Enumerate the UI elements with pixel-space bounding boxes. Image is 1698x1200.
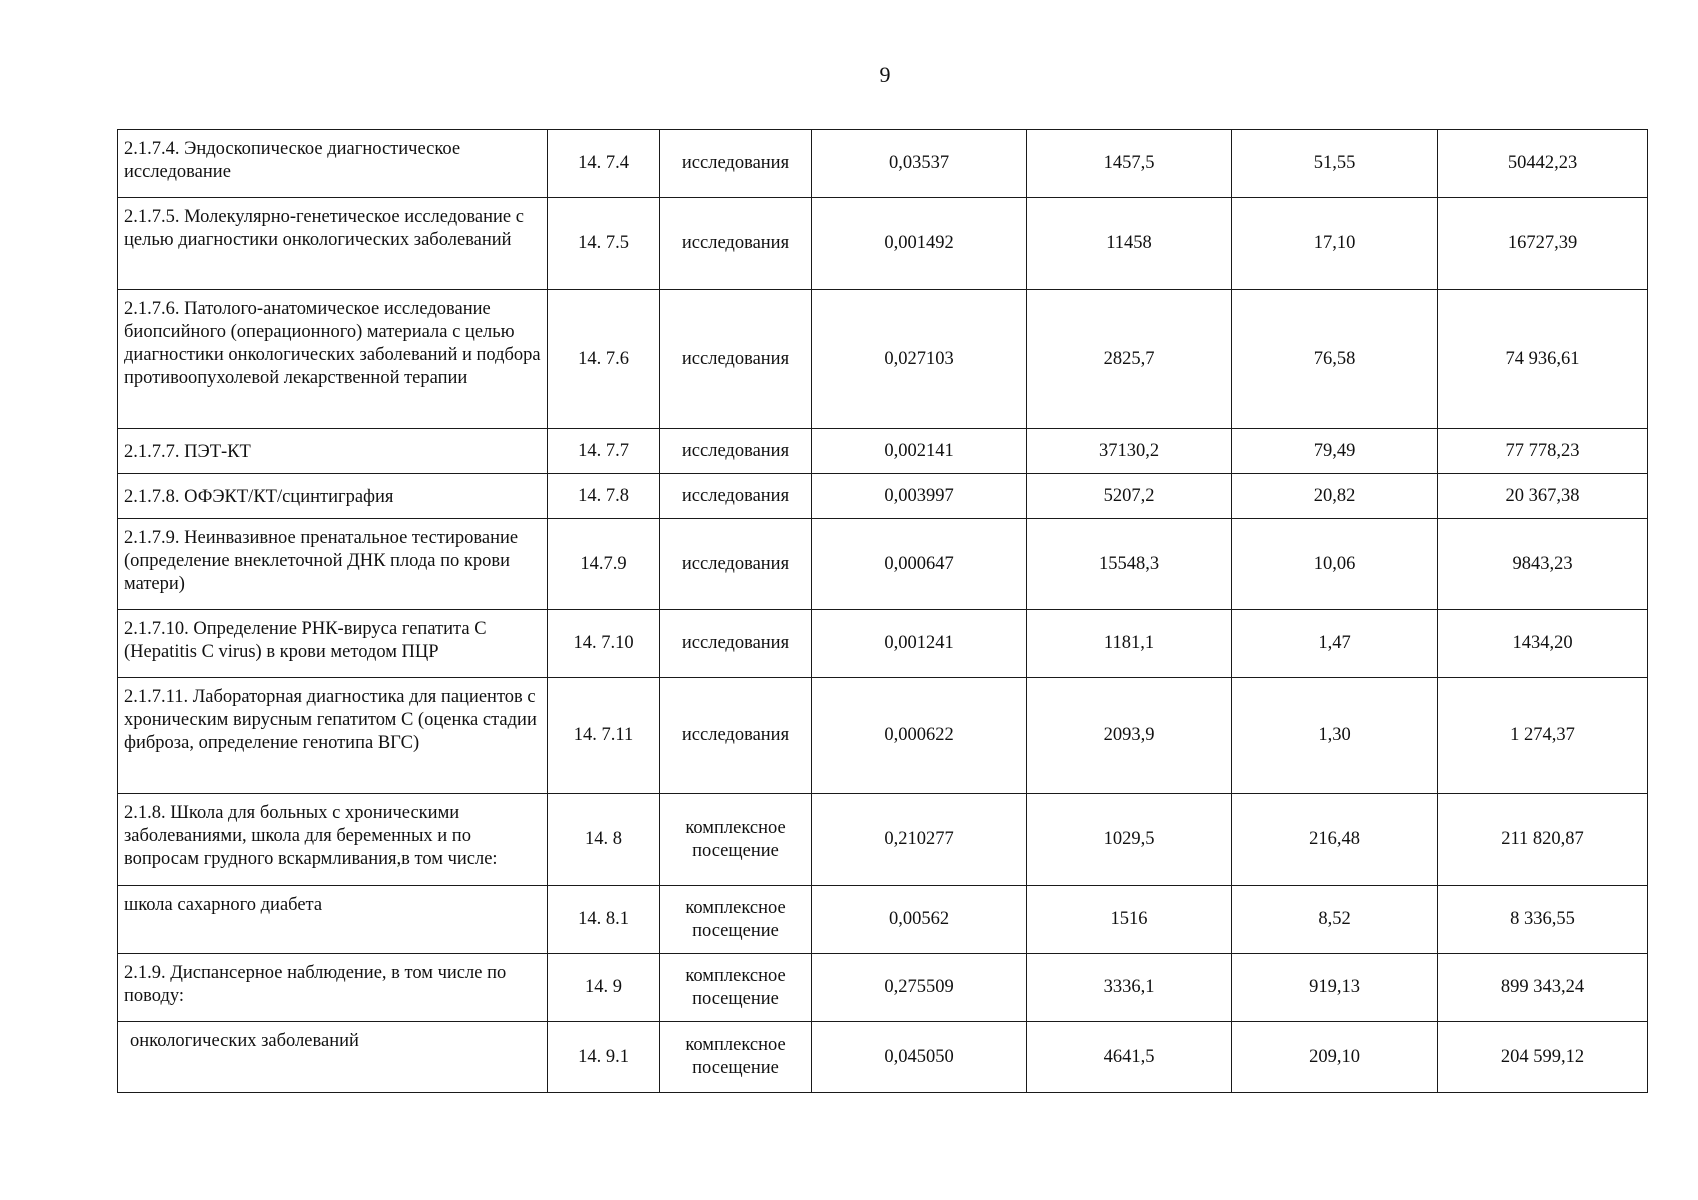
service-name-cell: 2.1.7.8. ОФЭКТ/КТ/сцинтиграфия (118, 474, 548, 519)
total-cell: 9843,23 (1438, 519, 1648, 610)
norm-cell: 0,03537 (812, 130, 1027, 198)
code-cell: 14. 7.7 (548, 429, 660, 474)
code-cell: 14. 8 (548, 794, 660, 886)
unit-cell: исследования (660, 678, 812, 794)
code-cell: 14. 7.10 (548, 610, 660, 678)
unit-cell: исследования (660, 198, 812, 290)
per-capita-cell: 51,55 (1232, 130, 1438, 198)
total-cell: 204 599,12 (1438, 1022, 1648, 1093)
service-name-cell: школа сахарного диабета (118, 886, 548, 954)
page-number: 9 (879, 62, 891, 87)
unit-cell: комплексное посещение (660, 886, 812, 954)
per-capita-cell: 10,06 (1232, 519, 1438, 610)
cost-cell: 1181,1 (1027, 610, 1232, 678)
cost-cell: 2825,7 (1027, 290, 1232, 429)
cost-cell: 5207,2 (1027, 474, 1232, 519)
table-row (118, 1022, 1648, 1093)
total-cell: 50442,23 (1438, 130, 1648, 198)
code-cell: 14. 9.1 (548, 1022, 660, 1093)
cost-cell: 1457,5 (1027, 130, 1232, 198)
total-cell: 899 343,24 (1438, 954, 1648, 1022)
per-capita-cell: 20,82 (1232, 474, 1438, 519)
per-capita-cell: 76,58 (1232, 290, 1438, 429)
norm-cell: 0,002141 (812, 429, 1027, 474)
code-cell: 14. 7.5 (548, 198, 660, 290)
unit-cell: исследования (660, 130, 812, 198)
norm-cell: 0,000622 (812, 678, 1027, 794)
total-cell: 16727,39 (1438, 198, 1648, 290)
total-cell: 20 367,38 (1438, 474, 1648, 519)
service-name-cell: 2.1.7.4. Эндоскопическое диагностическое исследование (118, 130, 548, 198)
norm-cell: 0,001241 (812, 610, 1027, 678)
norm-cell: 0,027103 (812, 290, 1027, 429)
norm-cell: 0,003997 (812, 474, 1027, 519)
per-capita-cell: 1,30 (1232, 678, 1438, 794)
per-capita-cell: 216,48 (1232, 794, 1438, 886)
unit-cell: исследования (660, 474, 812, 519)
cost-cell: 3336,1 (1027, 954, 1232, 1022)
norm-cell: 0,00562 (812, 886, 1027, 954)
table-row (118, 474, 1648, 519)
services-table (117, 129, 1648, 1093)
service-name-cell: 2.1.8. Школа для больных с хроническими заболеваниями, школа для беременных и по вопросам грудного вскармливания,в том числе: (118, 794, 548, 886)
per-capita-cell: 17,10 (1232, 198, 1438, 290)
service-name-cell: 2.1.7.11. Лабораторная диагностика для пациентов с хроническим вирусным гепатитом С (оценка стадии фиброза, определение генотипа ВГС) (118, 678, 548, 794)
unit-cell: исследования (660, 610, 812, 678)
total-cell: 8 336,55 (1438, 886, 1648, 954)
table-row (118, 519, 1648, 610)
service-name-cell: 2.1.7.7. ПЭТ-КТ (118, 429, 548, 474)
total-cell: 211 820,87 (1438, 794, 1648, 886)
per-capita-cell: 8,52 (1232, 886, 1438, 954)
code-cell: 14.7.9 (548, 519, 660, 610)
per-capita-cell: 1,47 (1232, 610, 1438, 678)
total-cell: 1434,20 (1438, 610, 1648, 678)
cost-cell: 4641,5 (1027, 1022, 1232, 1093)
total-cell: 1 274,37 (1438, 678, 1648, 794)
service-name-cell: 2.1.9. Диспансерное наблюдение, в том числе по поводу: (118, 954, 548, 1022)
code-cell: 14. 7.6 (548, 290, 660, 429)
table-row (118, 678, 1648, 794)
norm-cell: 0,275509 (812, 954, 1027, 1022)
table-row (118, 794, 1648, 886)
unit-cell: исследования (660, 519, 812, 610)
unit-cell: комплексное посещение (660, 1022, 812, 1093)
table-row (118, 429, 1648, 474)
norm-cell: 0,045050 (812, 1022, 1027, 1093)
cost-cell: 1029,5 (1027, 794, 1232, 886)
unit-cell: исследования (660, 290, 812, 429)
total-cell: 77 778,23 (1438, 429, 1648, 474)
table-row (118, 886, 1648, 954)
code-cell: 14. 7.4 (548, 130, 660, 198)
norm-cell: 0,210277 (812, 794, 1027, 886)
table-row (118, 610, 1648, 678)
code-cell: 14. 7.11 (548, 678, 660, 794)
per-capita-cell: 209,10 (1232, 1022, 1438, 1093)
cost-cell: 1516 (1027, 886, 1232, 954)
service-name-cell: 2.1.7.10. Определение РНК-вируса гепатита С (Hepatitis C virus) в крови методом ПЦР (118, 610, 548, 678)
total-cell: 74 936,61 (1438, 290, 1648, 429)
cost-cell: 37130,2 (1027, 429, 1232, 474)
service-name-cell: 2.1.7.5. Молекулярно-генетическое исследование с целью диагностики онкологических заболеваний (118, 198, 548, 290)
cost-cell: 15548,3 (1027, 519, 1232, 610)
service-name-cell: онкологических заболеваний (118, 1022, 548, 1093)
unit-cell: комплексное посещение (660, 794, 812, 886)
cost-cell: 11458 (1027, 198, 1232, 290)
per-capita-cell: 79,49 (1232, 429, 1438, 474)
code-cell: 14. 8.1 (548, 886, 660, 954)
code-cell: 14. 9 (548, 954, 660, 1022)
unit-cell: комплексное посещение (660, 954, 812, 1022)
table-row (118, 130, 1648, 198)
per-capita-cell: 919,13 (1232, 954, 1438, 1022)
table-row (118, 290, 1648, 429)
code-cell: 14. 7.8 (548, 474, 660, 519)
table-row (118, 198, 1648, 290)
service-name-cell: 2.1.7.9. Неинвазивное пренатальное тестирование (определение внеклеточной ДНК плода по крови матери) (118, 519, 548, 610)
norm-cell: 0,001492 (812, 198, 1027, 290)
unit-cell: исследования (660, 429, 812, 474)
table-row (118, 954, 1648, 1022)
cost-cell: 2093,9 (1027, 678, 1232, 794)
service-name-cell: 2.1.7.6. Патолого-анатомическое исследование биопсийного (операционного) материала с целью диагностики онкологических заболеваний и подбора противоопухолевой лекарственной терапии (118, 290, 548, 429)
norm-cell: 0,000647 (812, 519, 1027, 610)
